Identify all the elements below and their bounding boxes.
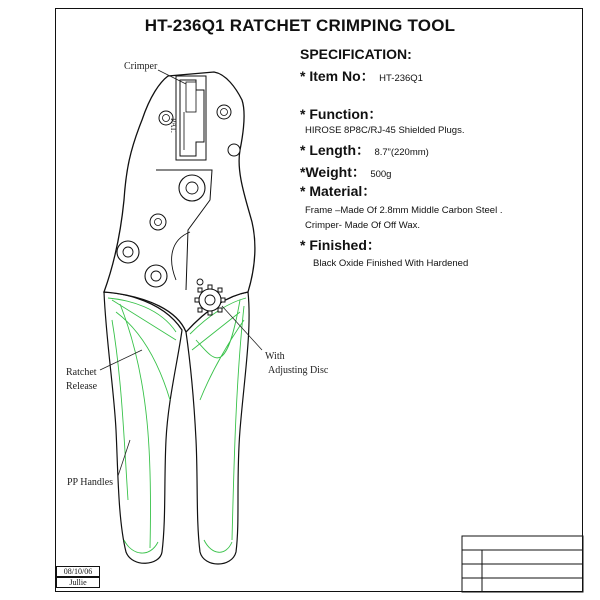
spec-material-label: * Material： (300, 183, 377, 199)
spec-length-label: * Length： (300, 142, 370, 158)
spec-function-label: * Function： (300, 106, 383, 122)
spec-finished-value: Black Oxide Finished With Hardened (313, 258, 469, 269)
spec-weight-value: 500g (370, 169, 392, 180)
spec-function-value: HIROSE 8P8C/RJ-45 Shielded Plugs. (305, 125, 465, 136)
rivet-left (117, 241, 139, 263)
rivet-upper-right (228, 144, 240, 156)
spec-material-line1: Frame –Made Of 2.8mm Middle Carbon Steel . (305, 205, 503, 216)
author-stamp: Jullie (56, 577, 100, 588)
ratchet-release-callout (66, 366, 97, 394)
adjusting-disc-line1: With (265, 351, 285, 362)
tool-head (104, 72, 255, 332)
spec-item-value: HT-236Q1 (379, 73, 423, 84)
rivet-lower-left (145, 265, 167, 287)
title-block (462, 536, 583, 592)
pp-handles-callout: PP Handles (67, 477, 114, 488)
adjusting-disc-callout (265, 350, 328, 378)
rivet-top-right (217, 105, 231, 119)
spec-weight-label: *Weight： (300, 164, 366, 180)
pat-label: PAT. (169, 118, 178, 133)
right-handle (186, 292, 249, 564)
ratchet-release-line1: Ratchet (66, 367, 97, 378)
adjusting-disc-line2: Adjusting Disc (268, 365, 329, 376)
crimper-callout: Crimper (124, 61, 158, 72)
date-stamp: 08/10/06 (56, 566, 100, 577)
spec-item-label: * Item No： (300, 68, 375, 84)
left-handle (104, 292, 182, 563)
spec-heading: SPECIFICATION: (300, 46, 412, 62)
ratchet-release-line2: Release (66, 381, 98, 392)
spec-finished-label: * Finished： (300, 237, 381, 253)
spec-length-value: 8.7”(220mm) (374, 147, 429, 158)
spec-material-line2: Crimper- Made Of Off Wax. (305, 220, 421, 231)
rivet-mid (179, 175, 205, 201)
page-title: HT-236Q1 RATCHET CRIMPING TOOL (144, 16, 456, 35)
rivet-small-mid (150, 214, 166, 230)
